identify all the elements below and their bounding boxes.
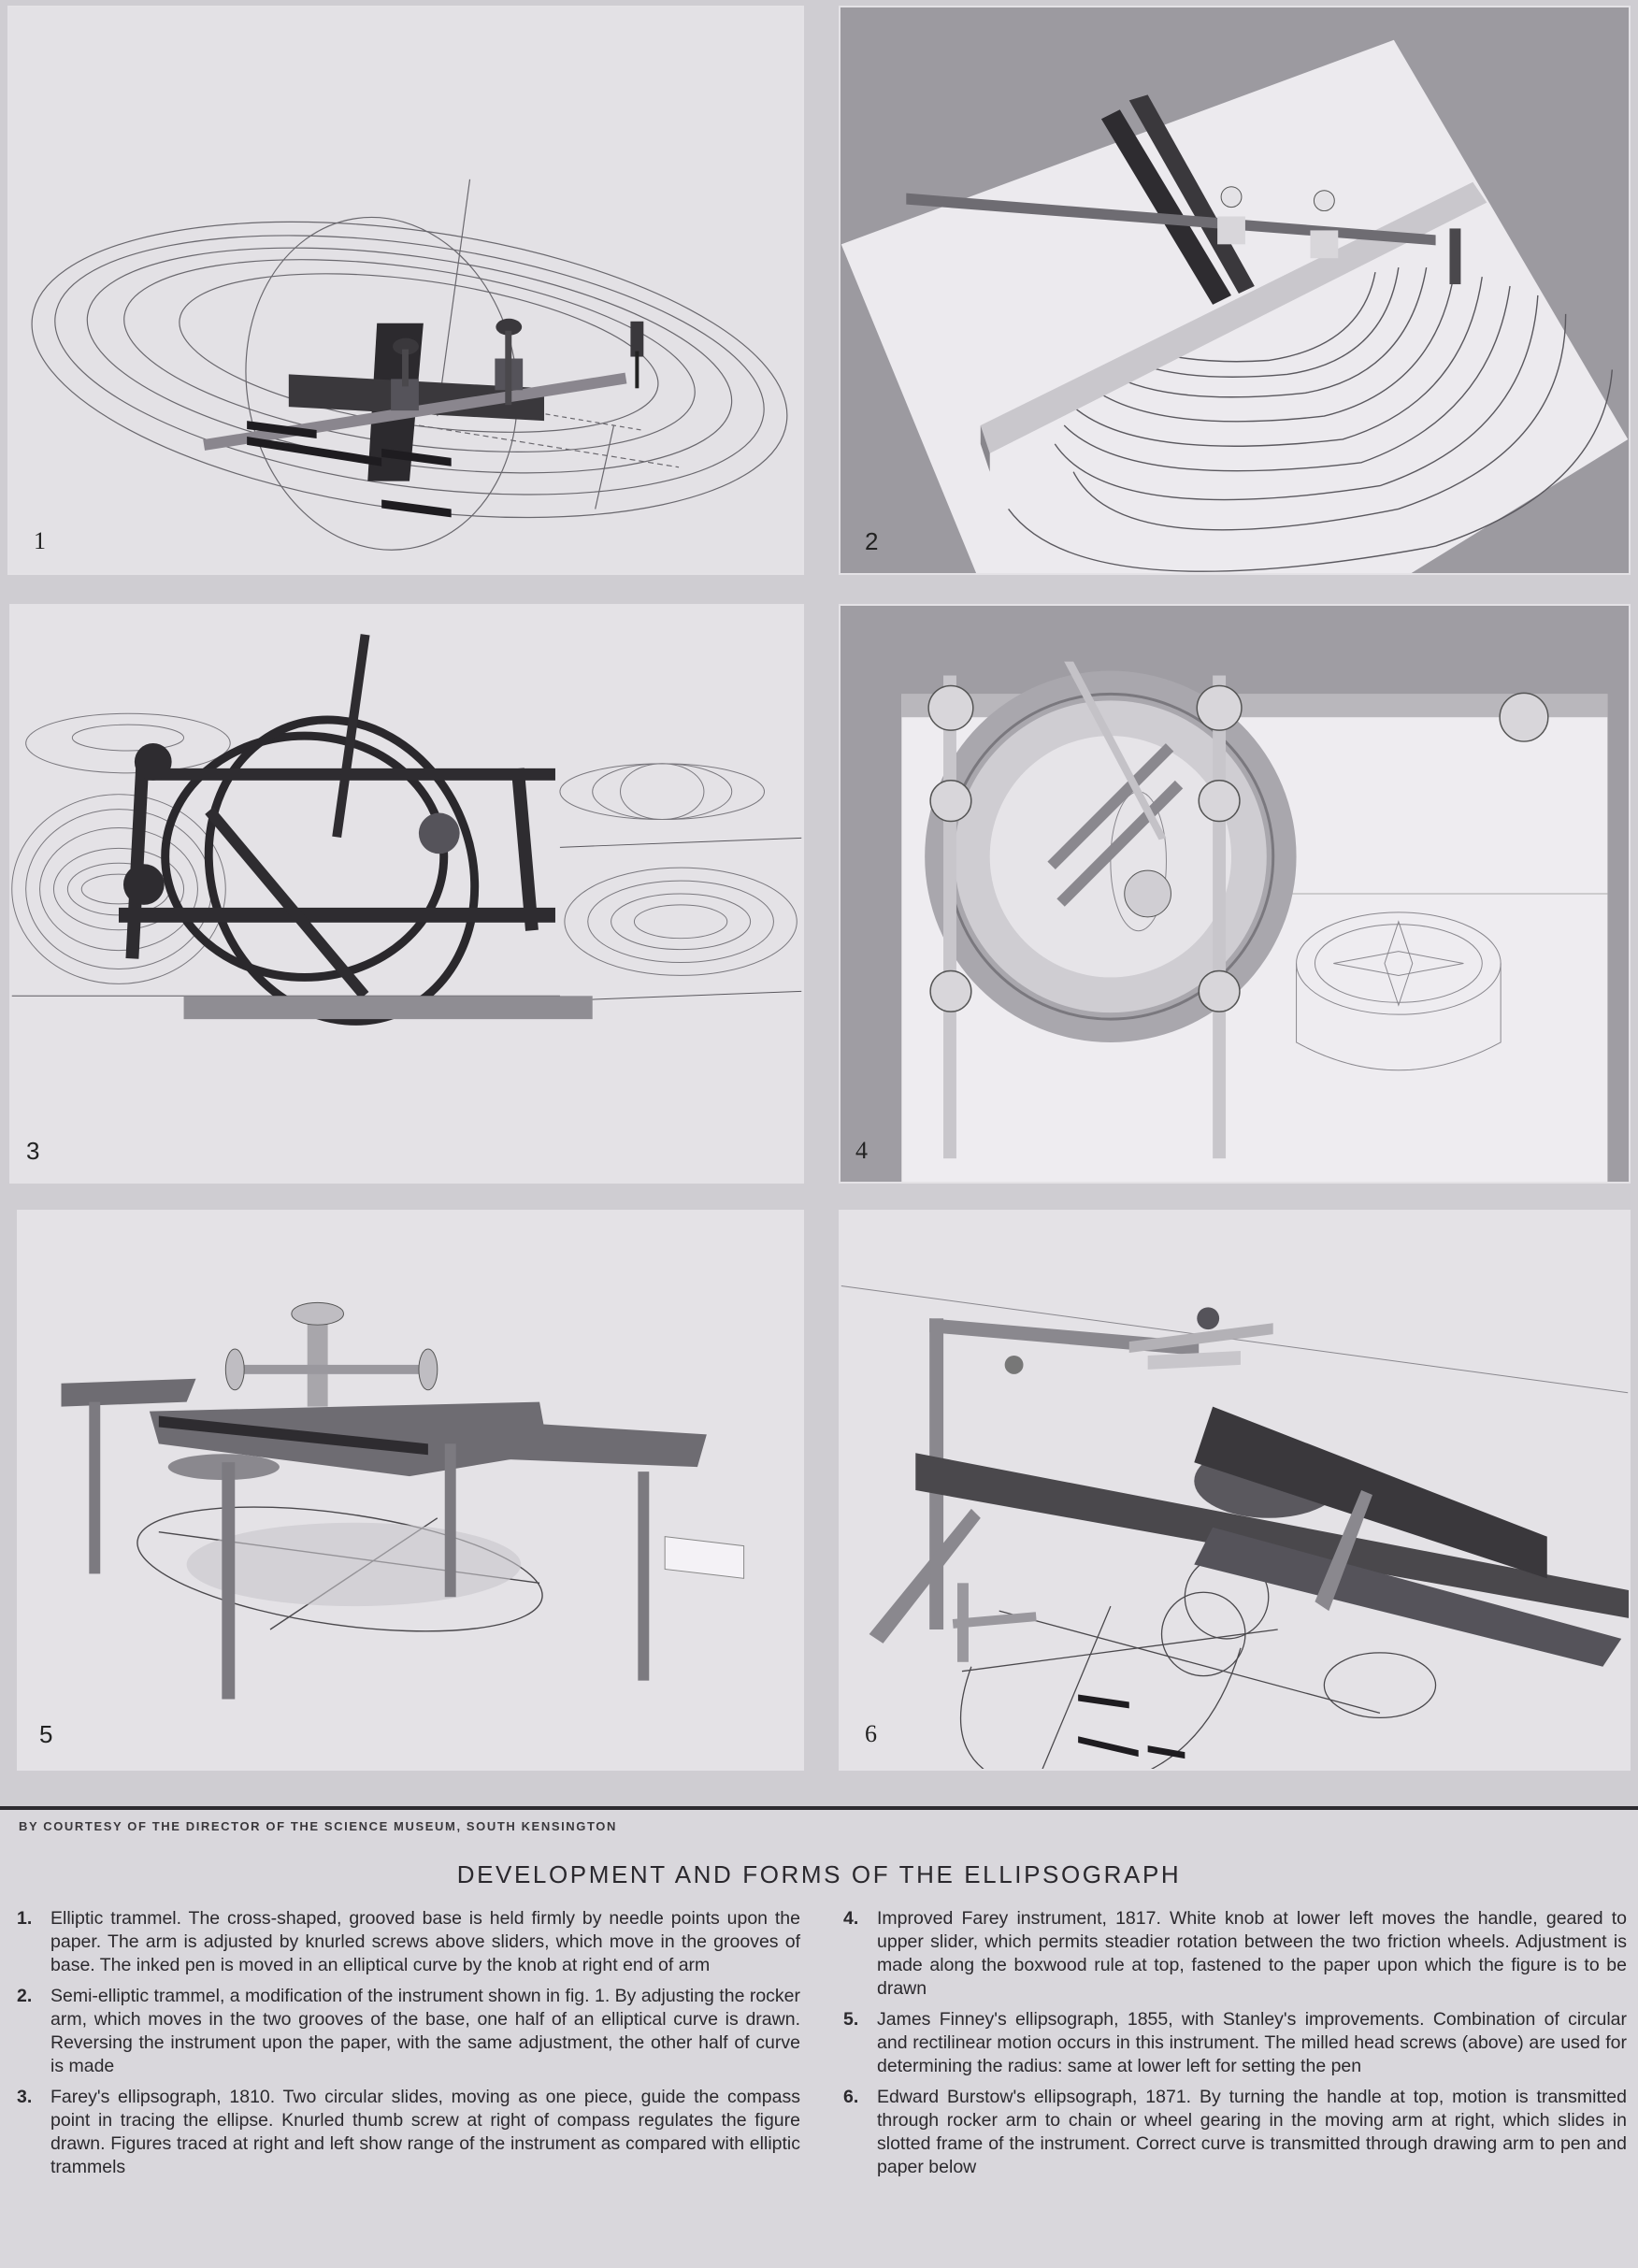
figure-number: 1 (34, 527, 46, 554)
figure-3-photo (9, 604, 804, 1184)
caption-4 (843, 1907, 1627, 2001)
elliptic-trammel-illustration (9, 7, 802, 573)
caption-number: 5. (843, 2009, 859, 2030)
figure-number: 2 (865, 527, 879, 555)
caption-text: James Finney's ellipsograph, 1855, with Stanley's improvements. Combination of circular and rectilinear motion occurs in this instrument. The milled head screws (above) are used for determining the radius: same at lower left for setting the pen (877, 2009, 1627, 2076)
farey-ellipsograph-illustration (11, 606, 802, 1182)
caption-1 (17, 1907, 800, 1977)
caption-number: 4. (843, 1908, 859, 1929)
figure-number: 6 (865, 1720, 877, 1747)
caption-text: Edward Burstow's ellipsograph, 1871. By turning the handle at top, motion is transmitted through rocker arm to chain or wheel gearing in the moving arm at right, which slides in slotted frame of the instrument. Correct curve is transmitted through drawing arm to pen and paper below (877, 2087, 1627, 2177)
finney-ellipsograph-illustration (19, 1212, 802, 1769)
caption-3 (17, 2086, 800, 2179)
semi-elliptic-trammel-illustration (841, 7, 1629, 573)
caption-text: Semi-elliptic trammel, a modification of the instrument shown in fig. 1. By adjusting the rocker arm, which moves in the two grooves of the base, one half of an elliptical curve is drawn. Reversing the instrument upon the paper, with the same adjustment, the other half of curve is made (50, 1986, 801, 2076)
caption-number: 2. (17, 1986, 33, 2006)
divider-rule (0, 1806, 1638, 1810)
captions-right-column (843, 1907, 1627, 2187)
photo-credit: BY COURTESY OF THE DIRECTOR OF THE SCIENCE MUSEUM, SOUTH KENSINGTON (19, 1819, 618, 1833)
caption-text: Improved Farey instrument, 1817. White knob at lower left moves the handle, geared to upper slider, which permits steadier rotation between the two friction wheels. Adjustment is made along the boxwood rule at top, fastened to the paper upon which the figure is to be drawn (877, 1908, 1627, 1999)
captions-left-column (17, 1907, 800, 2187)
figure-1-photo (7, 6, 804, 575)
caption-text: Farey's ellipsograph, 1810. Two circular slides, moving as one piece, guide the compass point in tracing the ellipse. Knurled thumb screw at right of compass regulates the figure drawn. Figures traced at right and left show range of the instrument as compared with elliptic trammels (50, 2087, 800, 2177)
caption-text: Elliptic trammel. The cross-shaped, grooved base is held firmly by needle points upon the paper. The arm is adjusted by knurled screws above sliders, which move in the grooves of base. The inked pen is moved in an elliptical curve by the knob at right end of arm (50, 1908, 800, 1975)
caption-5 (843, 2008, 1627, 2078)
figure-number: 3 (26, 1137, 40, 1165)
caption-number: 3. (17, 2087, 33, 2107)
caption-number: 6. (843, 2087, 859, 2107)
burstow-ellipsograph-illustration (841, 1212, 1629, 1769)
figure-number: 4 (855, 1137, 868, 1164)
improved-farey-instrument-illustration (841, 606, 1629, 1182)
page-title: DEVELOPMENT AND FORMS OF THE ELLIPSOGRAPH (456, 1860, 1182, 1888)
figure-2-photo (839, 6, 1631, 575)
figure-number: 5 (39, 1720, 53, 1748)
figure-5-photo (17, 1210, 804, 1771)
caption-6 (843, 2086, 1627, 2179)
caption-2 (17, 1985, 800, 2078)
figure-6-photo (839, 1210, 1631, 1771)
figure-4-photo (839, 604, 1631, 1184)
caption-number: 1. (17, 1908, 33, 1929)
